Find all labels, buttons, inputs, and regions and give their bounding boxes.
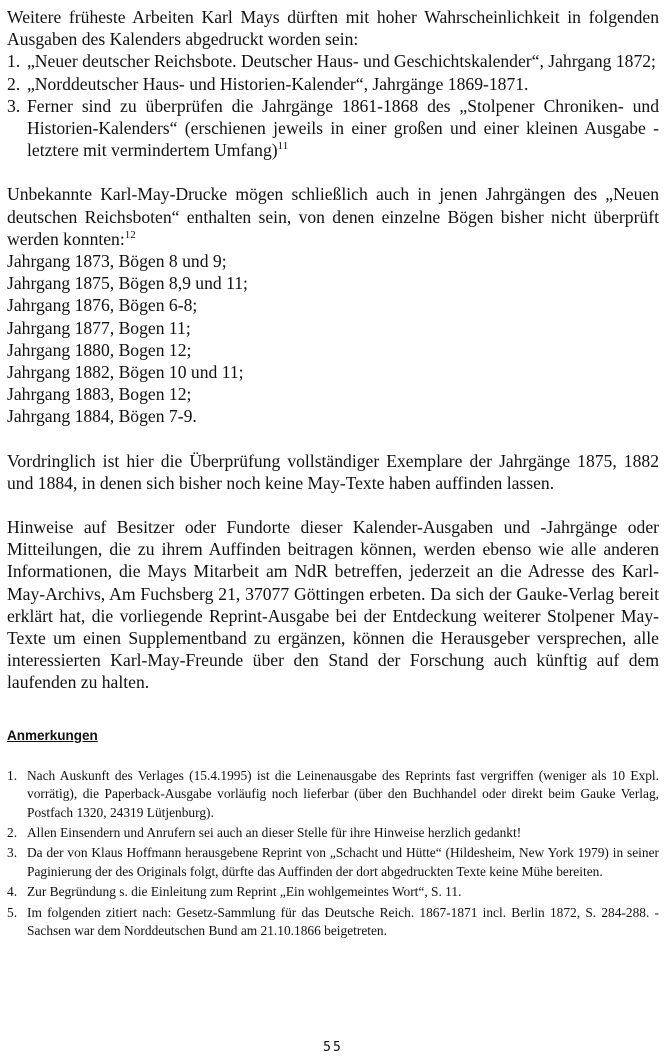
note-text: Allen Einsendern und Anrufern sei auch an dieser Stelle für ihre Hinweise herzlich gedankt! (27, 824, 522, 840)
note-text: Zur Begründung s. die Einleitung zum Reprint „Ein wohlgemeintes Wort“, S. 11. (27, 884, 462, 900)
unknown-prints-text: Unbekannte Karl-May-Drucke mögen schließlich auch in jenen Jahrgängen des „Neuen deutschen Reichsboten“ enthalten sein, von denen einzelne Bögen bisher nicht überprüft werden konnten: (7, 184, 659, 249)
volume-list (7, 250, 659, 428)
volume-line: Jahrgang 1882, Bögen 10 und 11; (7, 362, 244, 383)
note-text: Im folgenden zitiert nach: Gesetz-Sammlung für das Deutsche Reich. 1867-1871 incl. Berlin 1872, S. 284-288. - Sachsen war dem Norddeutschen Bund am 21.10.1866 beigetreten. (27, 904, 659, 938)
priority-paragraph: Vordringlich ist hier die Überprüfung vollständiger Exemplare der Jahrgänge 1875, 1882 und 1884, in denen sich bisher noch keine May-Texte haben auffinden lassen. (7, 450, 659, 493)
list-number: 3. (7, 95, 21, 116)
intro-paragraph: Weitere früheste Arbeiten Karl Mays dürften mit hoher Wahrscheinlichkeit in folgenden Ausgaben des Kalenders abgedruckt worden sein: (7, 7, 659, 50)
list-text: „Norddeutscher Haus- und Historien-Kalender“, Jahrgänge 1869-1871. (27, 73, 529, 94)
page-number: 55 (323, 1040, 343, 1055)
note-item (7, 844, 659, 881)
volume-line: Jahrgang 1883, Bogen 12; (7, 384, 192, 405)
note-number: 1. (7, 767, 18, 783)
note-number: 3. (7, 845, 18, 861)
notes-list (7, 767, 659, 941)
footnote-ref: 12 (124, 228, 136, 241)
note-item (7, 904, 659, 941)
note-text: Nach Auskunft des Verlages (15.4.1995) ist die Leinenausgabe des Reprints fast vergriffen (weniger als 10 Expl. vorrätig), die Paperback-Ausgabe vorläufig noch lieferbar (über den Buchhandel oder direkt beim Gauke Verlag, Postfach 1320, 24319 Lütjenburg). (27, 767, 659, 820)
list-number: 2. (7, 73, 21, 94)
intro-list-item-2 (7, 73, 659, 95)
notes-heading: Anmerkungen (7, 727, 98, 743)
volume-line: Jahrgang 1876, Bögen 6-8; (7, 295, 198, 316)
note-number: 2. (7, 824, 18, 840)
note-item (7, 824, 659, 842)
volume-line: Jahrgang 1884, Bögen 7-9. (7, 406, 197, 427)
footnote-ref: 11 (277, 140, 289, 153)
note-item (7, 883, 659, 901)
list-text-wrapper (27, 95, 659, 162)
intro-list-item-3 (7, 95, 659, 162)
volume-line: Jahrgang 1880, Bogen 12; (7, 339, 192, 360)
document-page (7, 6, 659, 942)
list-text: „Neuer deutscher Reichsbote. Deutscher Haus- und Geschichtskalender“, Jahrgang 1872; (27, 51, 656, 72)
list-text: Ferner sind zu überprüfen die Jahrgänge 1861-1868 des „Stolpener Chroniken- und Historien-Kalenders“ (erschienen jeweils in einer großen und einer kleinen Ausgabe - letztere mit vermindertem Umfang) (27, 95, 659, 161)
volume-line: Jahrgang 1875, Bögen 8,9 und 11; (7, 273, 248, 294)
intro-list-item-1 (7, 50, 659, 72)
volume-line: Jahrgang 1873, Bögen 8 und 9; (7, 251, 227, 272)
note-number: 4. (7, 884, 18, 900)
hints-paragraph: Hinweise auf Besitzer oder Fundorte dieser Kalender-Ausgaben und -Jahrgänge oder Mitteilungen, die zu ihrem Auffinden beitragen können, werden ebenso wie alle anderen Informationen, die Mays Mitarbeit am NdR betreffen, jederzeit an die Adresse des Karl-May-Archivs, Am Fuchsberg 21, 37077 Göttingen erbeten. Da sich der Gauke-Verlag bereit erklärt hat, die vorliegende Reprint-Ausgabe bei der Entdeckung weiterer Stolpener May-Texte um einen Supplementband zu ergänzen, können die Herausgeber versprechen, alle interessierten Karl-May-Freunde über den Stand der Forschung auch künftig auf dem laufenden zu halten. (7, 517, 659, 693)
note-number: 5. (7, 904, 18, 920)
volume-line: Jahrgang 1877, Bogen 11; (7, 317, 191, 338)
note-text: Da der von Klaus Hoffmann herausgebene Reprint von „Schacht und Hütte“ (Hildesheim, New York 1979) in seiner Paginierung der des Originals folgt, dürfte das Auffinden der dort abgedruckten Texte keine Mühe bereiten. (27, 845, 659, 879)
note-item (7, 767, 659, 822)
unknown-prints-paragraph (7, 183, 659, 250)
list-number: 1. (7, 51, 21, 72)
